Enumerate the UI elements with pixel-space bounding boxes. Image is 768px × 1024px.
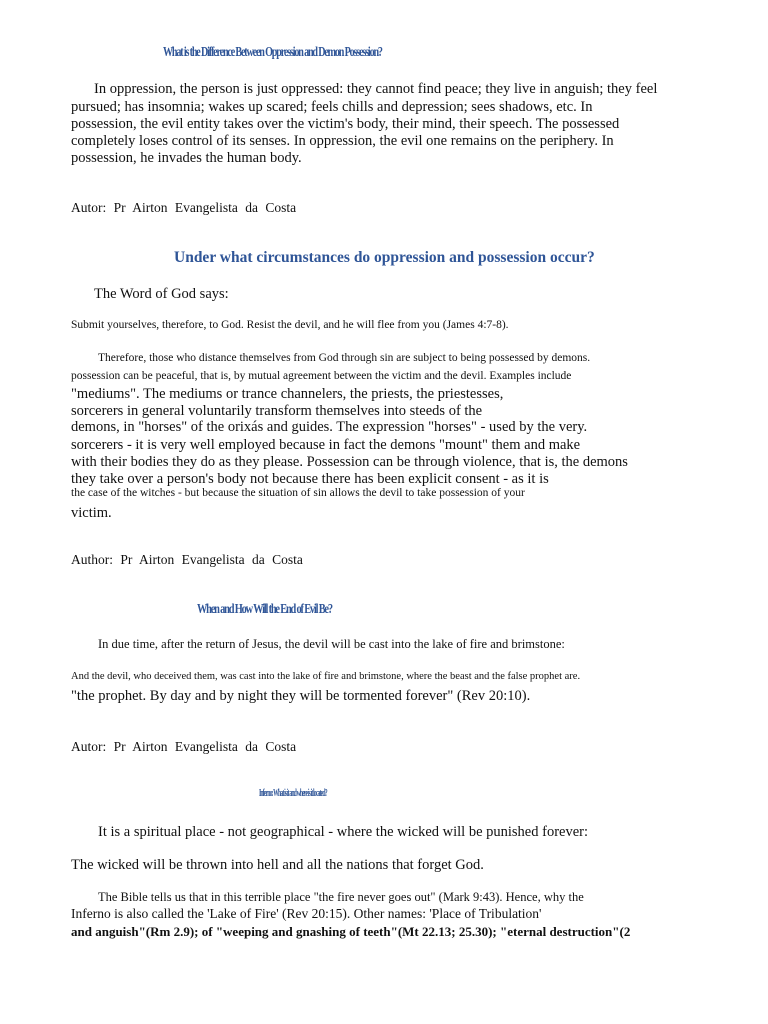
paragraph-line: sorcerers - it is very well employed because in fact the demons "mount" them and make bbox=[71, 437, 581, 453]
paragraph-line: completely loses control of its senses. In oppression, the evil one remains on the periphery. In bbox=[71, 133, 614, 149]
section-heading-oppression-vs-possession: What is the Difference Between Oppression and Demon Possession? bbox=[163, 45, 382, 60]
paragraph-line: "the prophet. By day and by night they will be tormented forever" (Rev 20:10). bbox=[71, 688, 531, 704]
section-heading-end-of-evil: When and How Will the End of Evil Be? bbox=[197, 602, 332, 617]
paragraph-line: possession can be peaceful, that is, by mutual agreement between the victim and the devil. Examples include bbox=[71, 370, 572, 382]
intro-line: It is a spiritual place - not geographical - where the wicked will be punished forever: bbox=[98, 824, 589, 840]
author-line: Author: Pr Airton Evangelista da Costa bbox=[71, 552, 303, 567]
section-heading-inferno: Inferno: What is it and where is it located? bbox=[259, 787, 327, 799]
paragraph-line: with their bodies they do as they please. Possession can be through violence, that is, the demons bbox=[71, 454, 628, 470]
paragraph-line: pursued; has insomnia; wakes up scared; feels chills and depression; sees shadows, etc. In bbox=[71, 99, 593, 115]
paragraph-line: sorcerers in general voluntarily transform themselves into steeds of the bbox=[71, 403, 483, 419]
paragraph-line: possession, he invades the human body. bbox=[71, 150, 302, 166]
paragraph-line: The Bible tells us that in this terrible place "the fire never goes out" (Mark 9:43). Hence, why the bbox=[98, 890, 584, 904]
paragraph-line: demons, in "horses" of the orixás and guides. The expression "horses" - used by the very. bbox=[71, 419, 588, 435]
intro-line: The Word of God says: bbox=[94, 286, 229, 302]
paragraph-line: Therefore, those who distance themselves from God through sin are subject to being possessed by demons. bbox=[98, 352, 591, 364]
paragraph-line: they take over a person's body not because there has been explicit consent - as it is bbox=[71, 471, 549, 487]
bold-paragraph-line: and anguish"(Rm 2.9); of "weeping and gnashing of teeth"(Mt 22.13; 25.30); "eternal destruction"(2 bbox=[71, 924, 631, 939]
scripture-quote: And the devil, who deceived them, was cast into the lake of fire and brimstone, where the beast and the false prophet are. bbox=[71, 671, 581, 682]
author-line: Autor: Pr Airton Evangelista da Costa bbox=[71, 739, 297, 754]
author-line: Autor: Pr Airton Evangelista da Costa bbox=[71, 200, 297, 215]
scripture-quote: Submit yourselves, therefore, to God. Resist the devil, and he will flee from you (James 4:7-8). bbox=[71, 319, 509, 331]
section-heading-circumstances: Under what circumstances do oppression and possession occur? bbox=[174, 249, 595, 266]
intro-line: In due time, after the return of Jesus, the devil will be cast into the lake of fire and brimstone: bbox=[98, 637, 565, 651]
paragraph-line: Inferno is also called the 'Lake of Fire' (Rev 20:15). Other names: 'Place of Tribulation' bbox=[71, 906, 542, 921]
paragraph-line: the case of the witches - but because the situation of sin allows the devil to take possession of your bbox=[71, 487, 525, 499]
paragraph-line: possession, the evil entity takes over the victim's body, their mind, their speech. The possessed bbox=[71, 116, 620, 132]
paragraph-line: The wicked will be thrown into hell and all the nations that forget God. bbox=[71, 857, 484, 873]
paragraph-line: victim. bbox=[71, 505, 112, 521]
paragraph-line: "mediums". The mediums or trance channelers, the priests, the priestesses, bbox=[71, 386, 504, 402]
paragraph-line: In oppression, the person is just oppressed: they cannot find peace; they live in anguish; they feel bbox=[94, 81, 658, 97]
